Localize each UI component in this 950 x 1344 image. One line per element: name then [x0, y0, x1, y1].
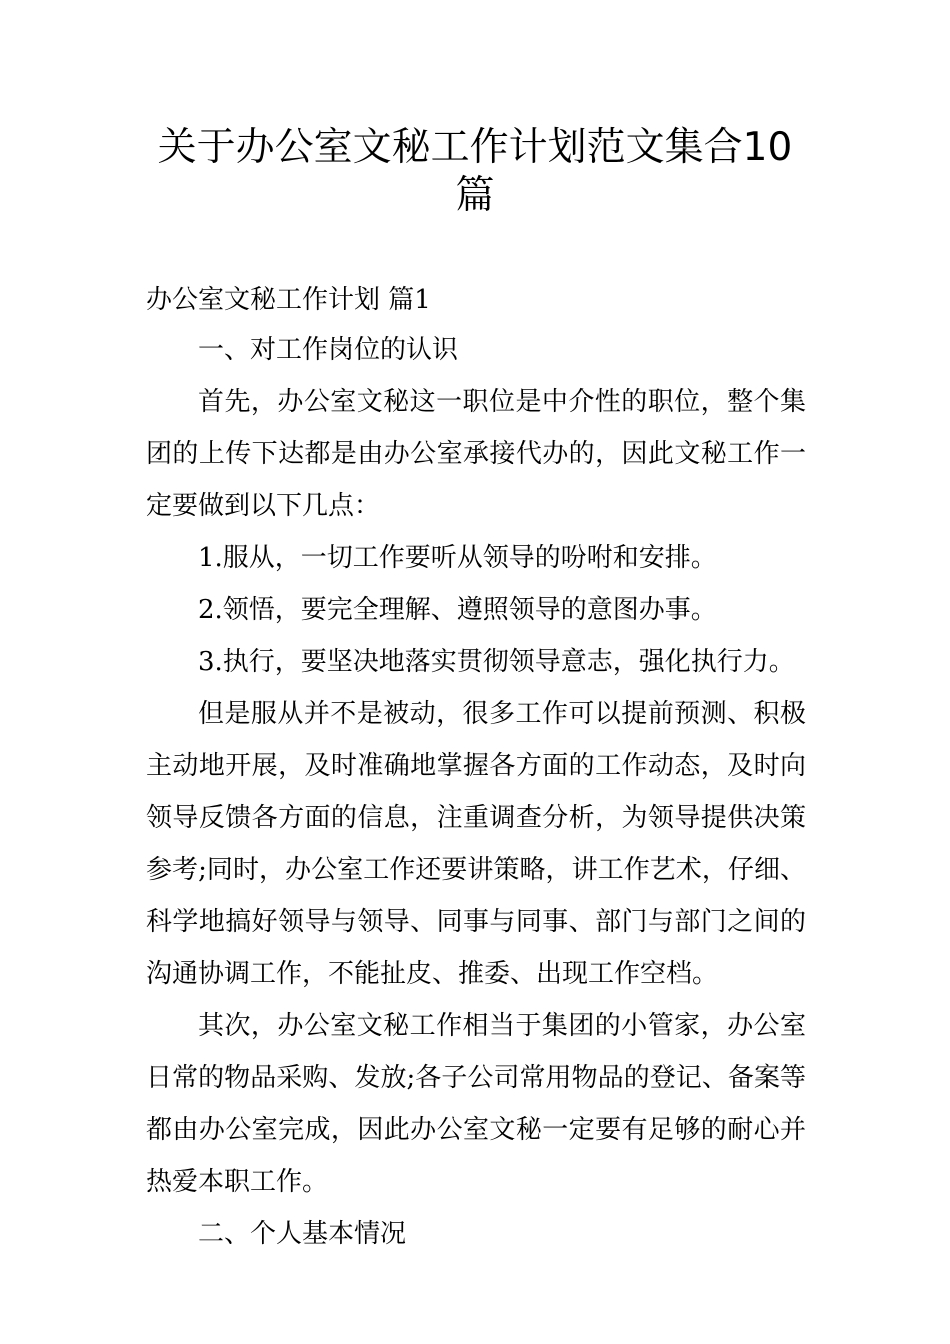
paragraph: 首先，办公室文秘这一职位是中介性的职位，整个集团的上传下达都是由办公室承接代办的，因此文秘工作一定要做到以下几点：	[146, 387, 806, 521]
list-item: 1.服从，一切工作要听从领导的吩咐和安排。	[198, 543, 717, 573]
list-item: 3.执行，要坚决地落实贯彻领导意志，强化执行力。	[198, 647, 795, 677]
paragraph: 但是服从并不是被动，很多工作可以提前预测、积极主动地开展，及时准确地掌握各方面的工作动态，及时向领导反馈各方面的信息，注重调查分析，为领导提供决策参考;同时，办公室工作还要讲策略，讲工作艺术，仔细、科学地搞好领导与领导、同事与同事、部门与部门之间的沟通协调工作，不能扯皮、推委、出现工作空档。	[146, 699, 806, 989]
section-heading: 二、个人基本情况	[198, 1219, 407, 1249]
paragraph: 其次，办公室文秘工作相当于集团的小管家，办公室日常的物品采购、发放;各子公司常用物品的登记、备案等都由办公室完成，因此办公室文秘一定要有足够的耐心并热爱本职工作。	[146, 1011, 806, 1197]
document-title: 关于办公室文秘工作计划范文集合10篇	[157, 125, 793, 218]
list-item: 2.领悟，要完全理解、遵照领导的意图办事。	[198, 595, 717, 625]
section-heading: 一、对工作岗位的认识	[198, 335, 459, 365]
section-label: 办公室文秘工作计划 篇1	[146, 285, 431, 315]
document-body	[146, 324, 806, 1260]
